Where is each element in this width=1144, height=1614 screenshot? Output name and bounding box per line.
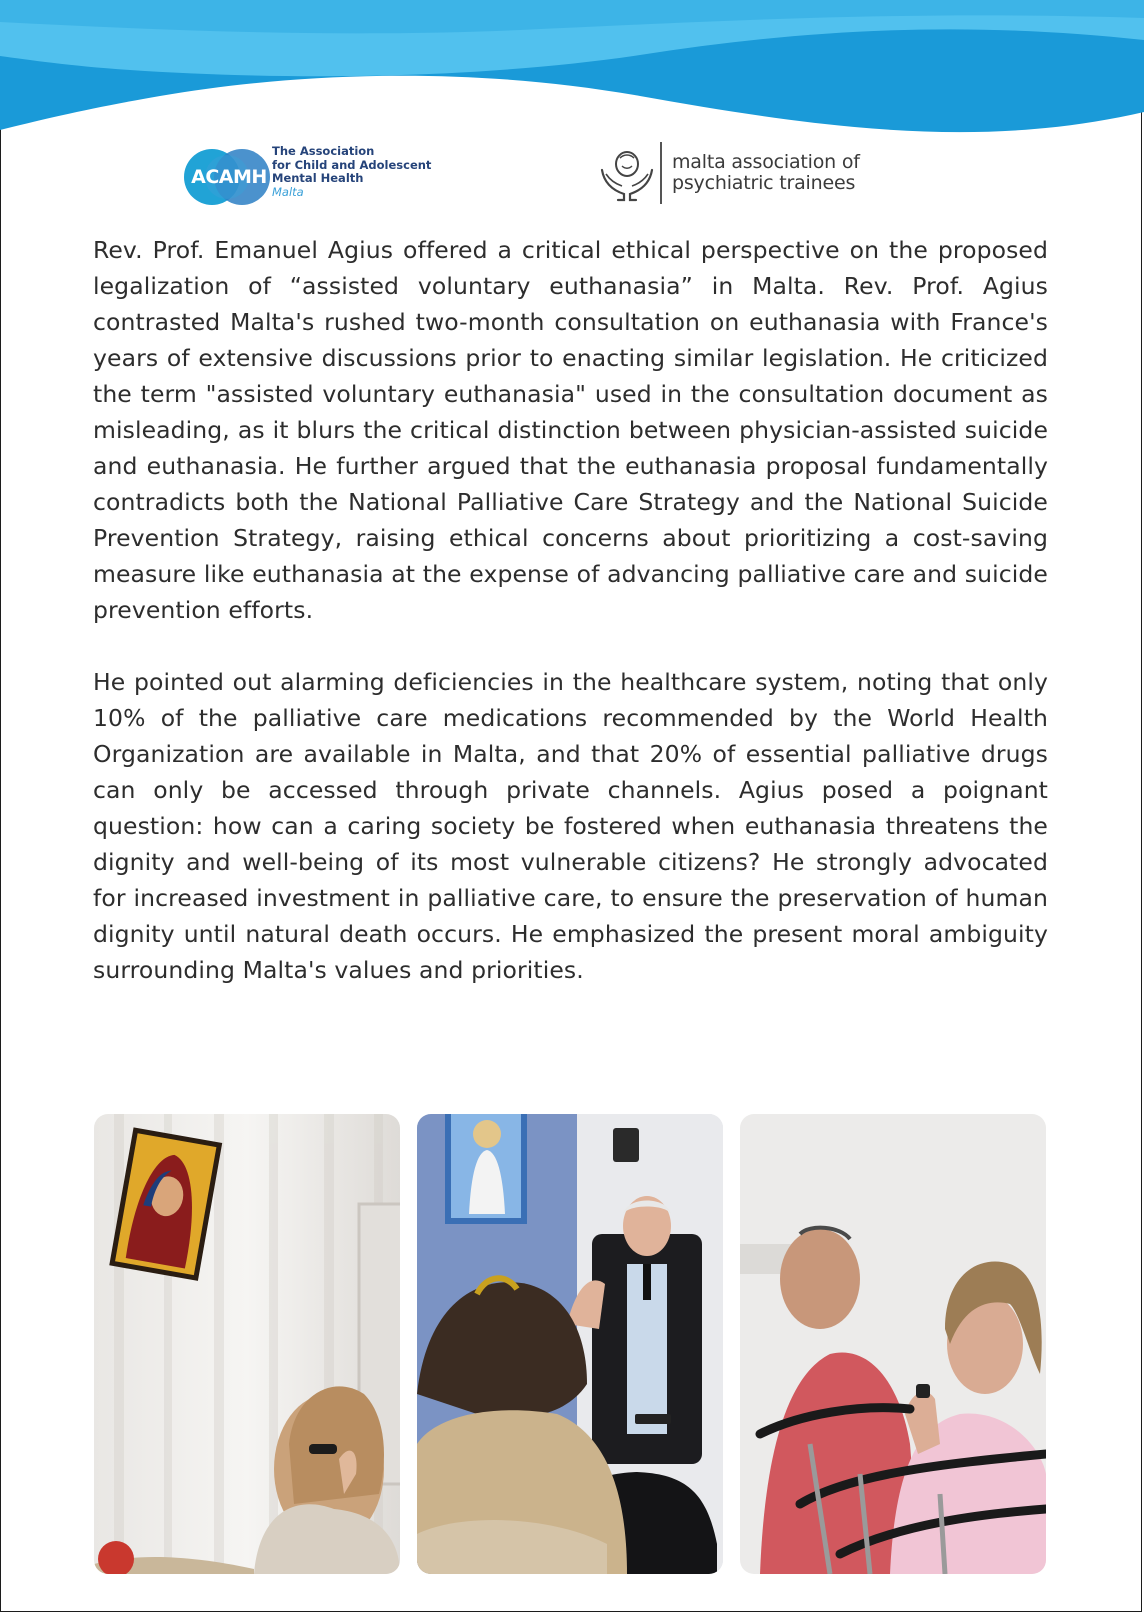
mapt-name-line-1: malta association of [672,151,860,173]
acamh-name-line: for Child and Adolescent [272,157,432,172]
photo-woman-listening [94,1114,400,1574]
hands-holding-head-icon [598,144,656,202]
mapt-name-line-2: psychiatric trainees [672,172,856,194]
header-wave [0,0,1144,150]
mapt-name [672,152,860,194]
article-body [93,232,1048,988]
logo-divider [660,142,662,204]
article-paragraph: Rev. Prof. Emanuel Agius offered a critical ethical perspective on the proposed legalization of “assisted voluntary euthanasia” in Malta. Rev. Prof. Agius contrasted Malta's rushed two-month consultation on euthanasia with France's years of extensive discussions prior to enacting similar legislation. He criticized the term "assisted voluntary euthanasia" used in the consultation document as misleading, as it blurs the critical distinction between physician-assisted suicide and euthanasia. He further argued that the euthanasia proposal fundamentally contradicts both the National Palliative Care Strategy and the National Suicide Prevention Strategy, raising ethical concerns about prioritizing a cost-saving measure like euthanasia at the expense of advancing palliative care and suicide prevention efforts. [93,236,1048,624]
acamh-full-name [272,145,431,199]
photo-audience-members [740,1114,1046,1574]
acamh-country: Malta [272,184,304,199]
acamh-name-line: The Association [272,144,375,158]
article-paragraph: He pointed out alarming deficiencies in the healthcare system, noting that only 10% of the palliative care medications recommended by the World Health Organization are available in Malta, and that 20% of essential palliative drugs can only be accessed through private channels. Agius posed a poignant question: how can a caring society be fostered when euthanasia threatens the dignity and well-being of its most vulnerable citizens? He strongly advocated for increased investment in palliative care, to ensure the preservation of human dignity until natural death occurs. He emphasized the present moral ambiguity surrounding Malta's values and priorities. [93,668,1048,984]
photo-speaker-with-microphone [417,1114,723,1574]
acamh-name-line: Mental Health [272,171,364,185]
acamh-abbreviation: ACAMH [191,166,267,188]
mapt-logo [598,140,898,206]
acamh-logo [182,143,442,211]
